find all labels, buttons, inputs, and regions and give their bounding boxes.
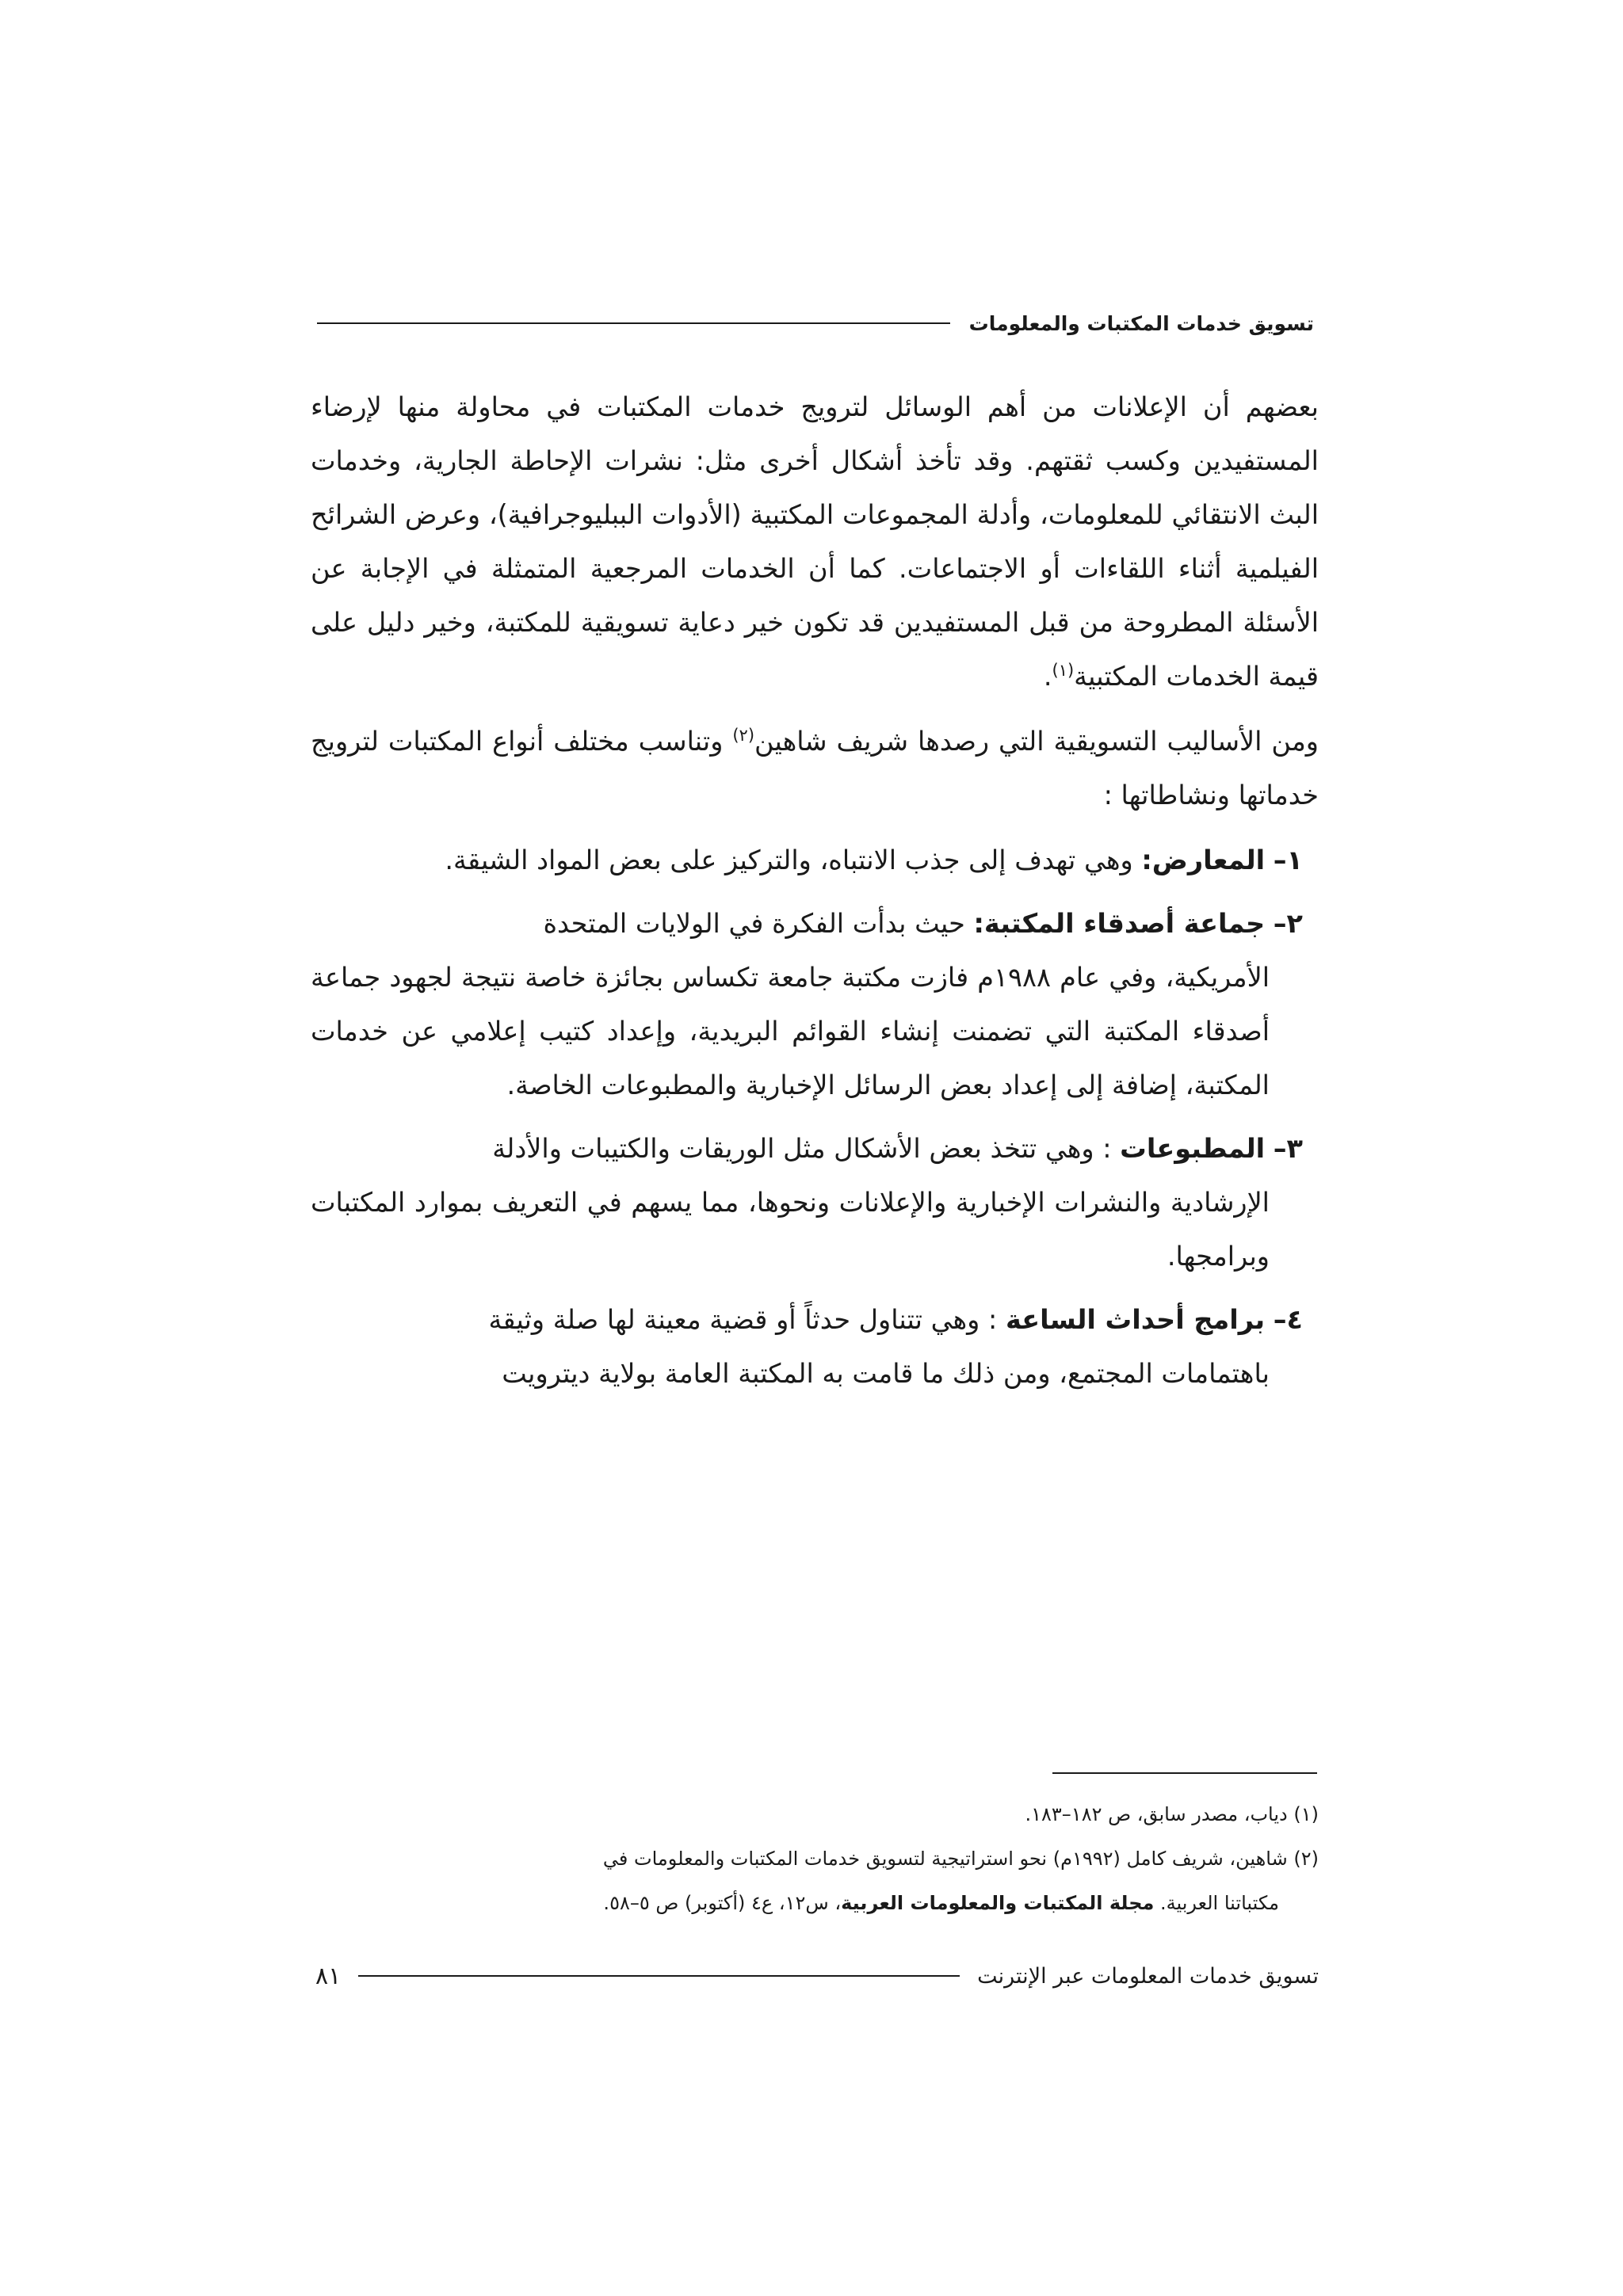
list-item-term: برامج أحداث الساعة (1005, 1304, 1266, 1335)
running-footer (311, 1958, 1319, 1993)
list-item-text: وهي تهدف إلى جذب الانتباه، والتركيز على بعض المواد الشيقة. (445, 845, 1133, 875)
paragraph-1 (311, 380, 1319, 704)
list-item (311, 833, 1319, 887)
list-item-number: ١– (1273, 845, 1303, 875)
footnote-2-source-post: ، س١٢، ع٤ (أكتوبر) ص ٥–٥٨. (603, 1892, 842, 1914)
list-item-number: ٤– (1273, 1304, 1303, 1335)
list-item-continuation: الإرشادية والنشرات الإخبارية والإعلانات ونحوها، مما يسهم في التعريف بموارد المكتبات وبرامجها. (311, 1187, 1270, 1272)
list-item-text: : وهي تتخذ بعض الأشكال مثل الوريقات والكتيبات والأدلة (492, 1133, 1112, 1164)
running-header-title: تسويق خدمات المكتبات والمعلومات (968, 311, 1314, 335)
footnote-1 (311, 1792, 1319, 1836)
paragraph-2-tail: وتناسب مختلف أنواع المكتبات لترويج خدماتها ونشاطاتها : (311, 726, 1319, 810)
footnote-ref-2: (٢) (732, 725, 755, 745)
paragraph-1-text: بعضهم أن الإعلانات من أهم الوسائل لترويج خدمات المكتبات في محاولة منها لإرضاء المستفيدين وكسب ثقتهم. وقد تأخذ أشكال أخرى مثل: نشرات الإحاطة الجارية، وخدمات البث الانتقائي للمعلومات، وأدلة المجموعات المكتبية (الأدوات الببليوجرافية)، وعرض الشرائح الفيلمية أثناء اللقاءات أو الاجتماعات. كما أن الخدمات المرجعية المتمثلة في الإجابة عن الأسئلة المطروحة من قبل المستفيدين قد تكون خير دعاية تسويقية للمكتبة، وخير دليل على قيمة الخدمات المكتبية (311, 391, 1319, 692)
footnote-ref-1: (١) (1052, 660, 1075, 680)
list-item-first-line (311, 1293, 1319, 1347)
list-item-text: : وهي تتناول حدثاً أو قضية معينة لها صلة وثيقة (488, 1304, 998, 1335)
list-item-continuation: باهتمامات المجتمع، ومن ذلك ما قامت به المكتبة العامة بولاية ديترويت (502, 1358, 1270, 1389)
list-item-term: جماعة أصدقاء المكتبة: (973, 908, 1266, 939)
list-item-first-line (311, 897, 1319, 951)
marketing-methods-list (311, 833, 1319, 1401)
footnote-2-text: (٢) شاهين، شريف كامل (١٩٩٢م) نحو استراتيجية لتسويق خدمات المكتبات والمعلومات في (602, 1848, 1319, 1870)
footnote-2 (311, 1836, 1319, 1925)
footnote-2-source-pre: مكتباتنا العربية. (1154, 1892, 1279, 1914)
footnote-2-journal-title: مجلة المكتبات والمعلومات العربية (841, 1892, 1155, 1914)
list-item-continuation: الأمريكية، وفي عام ١٩٨٨م فازت مكتبة جامعة تكساس بجائزة خاصة نتيجة لجهود جماعة أصدقاء المكتبة التي تضمنت إنشاء القوائم البريدية، وإعداد كتيب إعلامي عن خدمات المكتبة، إضافة إلى إعداد بعض الرسائل الإخبارية والمطبوعات الخاصة. (311, 962, 1270, 1100)
footnotes (311, 1792, 1319, 1925)
list-item-number: ٣– (1273, 1133, 1303, 1164)
list-item-text: حيث بدأت الفكرة في الولايات المتحدة (543, 908, 965, 939)
list-item-term: المطبوعات (1120, 1133, 1266, 1164)
list-item-first-line (311, 1122, 1319, 1176)
list-item-number: ٢– (1273, 908, 1303, 939)
list-item (311, 1293, 1319, 1401)
body-text (311, 380, 1319, 1410)
paragraph-2 (311, 715, 1319, 822)
paragraph-2-text: ومن الأساليب التسويقية التي رصدها شريف شاهين (754, 726, 1319, 757)
list-item-term: المعارض: (1141, 845, 1266, 875)
list-item-first-line (311, 833, 1319, 887)
running-header (317, 307, 1314, 339)
footnote-separator (1052, 1772, 1317, 1774)
list-item (311, 1122, 1319, 1283)
footnote-1-text: (١) دياب، مصدر سابق، ص ١٨٢–١٨٣. (1025, 1803, 1319, 1825)
list-item (311, 897, 1319, 1112)
footnote-2-continuation (311, 1881, 1319, 1925)
paragraph-1-tail: . (1043, 661, 1052, 692)
running-footer-title: تسويق خدمات المعلومات عبر الإنترنت (977, 1963, 1319, 1989)
header-rule (317, 322, 950, 324)
page-number: ٨١ (315, 1962, 342, 1990)
footer-rule (358, 1975, 960, 1977)
